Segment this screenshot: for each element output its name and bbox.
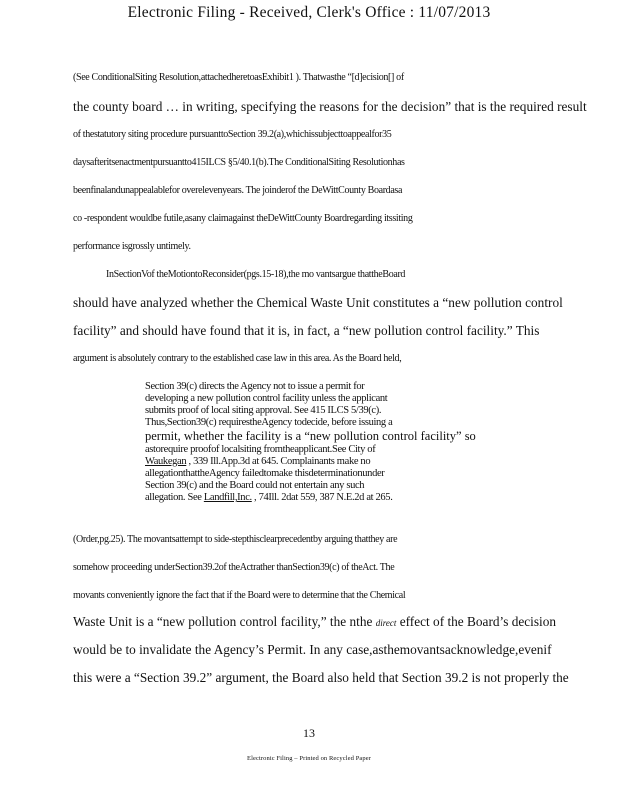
after-line-1: (Order,pg.25). The movantsattempt to side-stepthisclearprecedentby arguing thatthey are [73, 534, 398, 545]
body-line-8: InSectionVof theMotiontoReconsider(pgs.15-18),the mo vantsargue thattheBoard [106, 269, 406, 280]
emphasis-direct: direct [375, 618, 397, 628]
printed-footer: Electronic Filing – Printed on Recycled Paper [247, 755, 371, 762]
body-line-6: co -respondent wouldbe futile,asany claimagainst theDeWittCounty Boardregarding itssiting [73, 213, 413, 224]
body-line-1: (See ConditionalSiting Resolution,attachedheretoasExhibit1 ). Thatwasthe “[d]ecision[] of [73, 72, 404, 83]
quote-line-8: allegationthattheAgency failedtomake thisdeterminationunder [145, 468, 385, 479]
body-line-9: should have analyzed whether the Chemical Waste Unit constitutes a “new pollution control [73, 295, 563, 310]
body-line-5: beenfinalandunappealablefor overelevenyears. The joinderof the DeWittCounty Boardasa [73, 185, 403, 196]
case-cite-landfill: Landfill,Inc. [203, 492, 252, 503]
body-line-7: performance isgrossly untimely. [73, 241, 191, 252]
quote-line-6: astorequire proofof localsiting fromtheapplicant.See City of [145, 444, 376, 455]
body-line-10: facility” and should have found that it is, in fact, a “new pollution control facility.” This [73, 323, 540, 338]
quote-line-10 [145, 492, 475, 503]
after-line-4-pre: Waste Unit is a “new pollution control facility,” the nthe [73, 614, 376, 629]
quote-line-10-pre: allegation. See [145, 492, 204, 503]
body-line-11: argument is absolutely contrary to the established case law in this area. As the Board held, [73, 353, 402, 364]
case-cite-waukegan: Waukegan [145, 456, 187, 467]
after-line-4 [73, 614, 557, 630]
body-line-2: the county board … in writing, specifying the reasons for the decision” that is the required result [73, 99, 587, 114]
quote-line-1: Section 39(c) directs the Agency not to issue a permit for [145, 381, 365, 392]
quote-line-5: permit, whether the facility is a “new pollution control facility” so [145, 429, 476, 443]
quote-line-7 [145, 456, 475, 467]
after-line-6: this were a “Section 39.2” argument, the Board also held that Section 39.2 is not properly the [73, 670, 569, 685]
quote-line-3: submits proof of local siting approval. See 415 ILCS 5/39(c). [145, 405, 382, 416]
quote-line-10-rest: , 74Ill. 2dat 559, 387 N.E.2d at 265. [251, 492, 393, 503]
after-line-4-post: effect of the Board’s decision [396, 614, 557, 629]
page-number: 13 [303, 726, 315, 740]
after-line-5: would be to invalidate the Agency’s Permit. In any case,asthemovantsacknowledge,evenif [73, 642, 552, 657]
body-line-3: of thestatutory siting procedure pursuanttoSection 39.2(a),whichissubjecttoappealfor35 [73, 129, 392, 140]
after-line-3: movants conveniently ignore the fact that if the Board were to determine that the Chemical [73, 590, 406, 601]
quote-line-7-rest: , 339 Ill.App.3d at 645. Complainants make no [186, 456, 371, 467]
quote-line-2: developing a new pollution control facility unless the applicant [145, 393, 388, 404]
body-line-4: daysafteritsenactmentpursuantto415ILCS §5/40.1(b).The ConditionalSiting Resolutionhas [73, 157, 405, 168]
quote-line-9: Section 39(c) and the Board could not entertain any such [145, 480, 365, 491]
quote-line-4: Thus,Section39(c) requirestheAgency todecide, before issuing a [145, 417, 393, 428]
filing-header: Electronic Filing - Received, Clerk's Office : 11/07/2013 [127, 4, 491, 21]
after-line-2: somehow proceeding underSection39.2of theActrather thanSection39(c) of theAct. The [73, 562, 395, 573]
